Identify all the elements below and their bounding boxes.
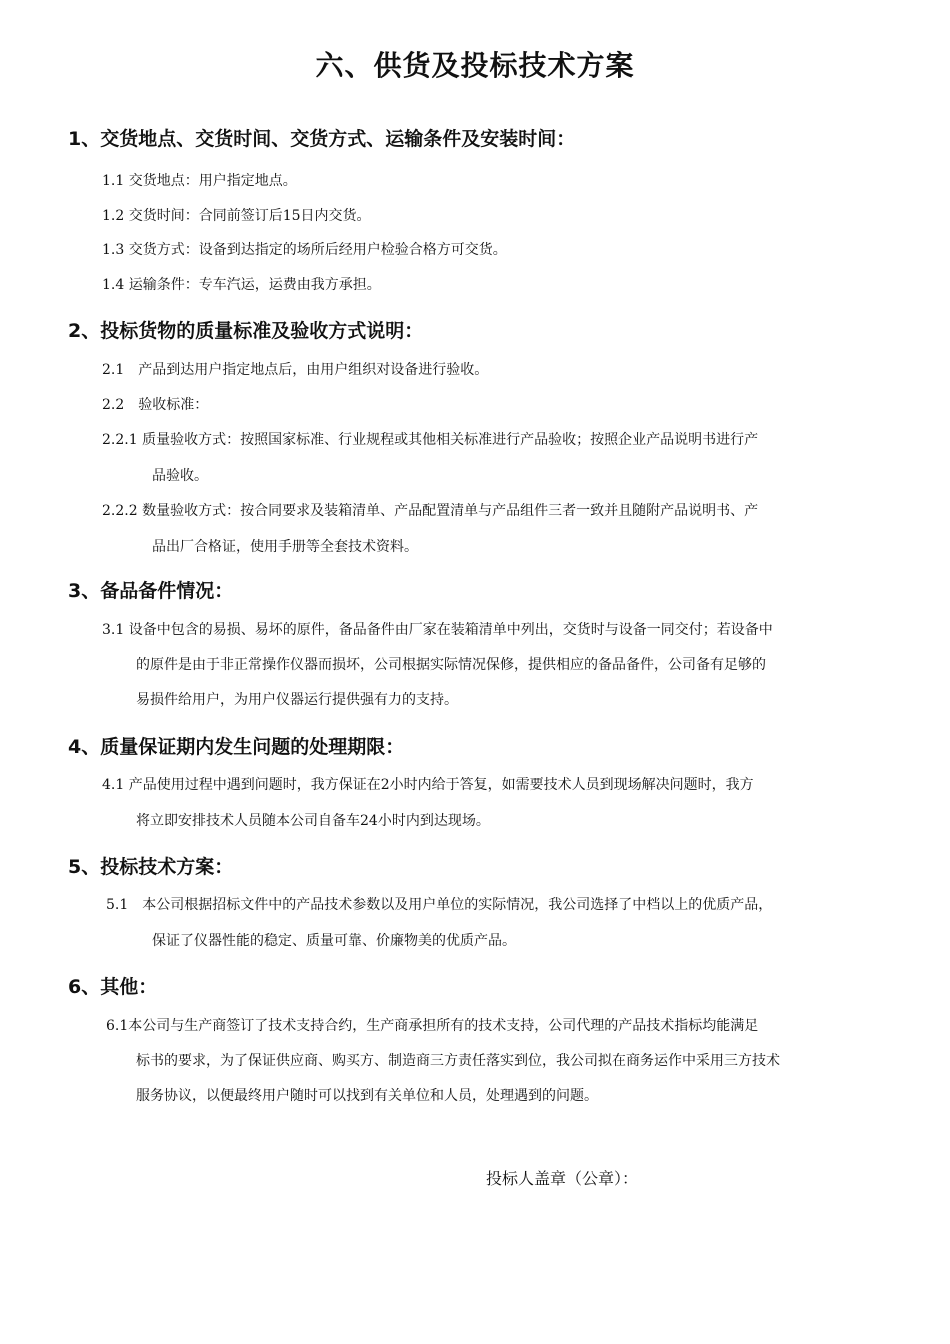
signature-line: 投标人盖章（公章）： <box>486 1169 639 1188</box>
paragraph: 1.2 交货时间：合同前签订后15日内交货。 <box>102 208 371 224</box>
paragraph-line: 6.1本公司与生产商签订了技术支持合约，生产商承担所有的技术支持，公司代理的产品技术指标均能满足 <box>106 1018 759 1034</box>
paragraph-line: 4.1 产品使用过程中遇到问题时，我方保证在2小时内给于答复，如需要技术人员到现场解决问题时，我方 <box>102 777 754 793</box>
paragraph-line: 2.2.2 数量验收方式：按合同要求及装箱清单、产品配置清单与产品组件三者一致并且随附产品说明书、产 <box>102 503 759 519</box>
paragraph: 1.4 运输条件：专车汽运，运费由我方承担。 <box>102 277 381 293</box>
paragraph-line: 服务协议，以便最终用户随时可以找到有关单位和人员，处理遇到的问题。 <box>136 1088 598 1104</box>
paragraph: 1.3 交货方式：设备到达指定的场所后经用户检验合格方可交货。 <box>102 242 507 258</box>
paragraph-line: 将立即安排技术人员随本公司自备车24小时内到达现场。 <box>136 813 490 829</box>
paragraph: 2.2 验收标准： <box>102 397 209 413</box>
section-heading: 2、投标货物的质量标准及验收方式说明： <box>68 320 424 342</box>
section-heading: 6、其他： <box>68 976 158 998</box>
paragraph-line: 的原件是由于非正常操作仪器而损坏，公司根据实际情况保修，提供相应的备品备件，公司备有足够的 <box>136 657 766 673</box>
paragraph: 2.1 产品到达用户指定地点后，由用户组织对设备进行验收。 <box>102 362 489 378</box>
paragraph-line: 标书的要求，为了保证供应商、购买方、制造商三方责任落实到位，我公司拟在商务运作中采用三方技术 <box>136 1053 780 1069</box>
page-title: 六、供货及投标技术方案 <box>315 49 635 82</box>
paragraph-line: 2.2.1 质量验收方式：按照国家标准、行业规程或其他相关标准进行产品验收；按照企业产品说明书进行产 <box>102 432 759 448</box>
paragraph-line: 品出厂合格证，使用手册等全套技术资料。 <box>152 539 418 555</box>
paragraph-line: 3.1 设备中包含的易损、易坏的原件，备品备件由厂家在装箱清单中列出，交货时与设备一同交付；若设备中 <box>102 622 773 638</box>
section-heading: 4、质量保证期内发生问题的处理期限： <box>68 736 405 758</box>
paragraph-line: 保证了仪器性能的稳定、质量可靠、价廉物美的优质产品。 <box>152 933 516 949</box>
section-heading: 1、交货地点、交货时间、交货方式、运输条件及安装时间： <box>68 128 576 150</box>
section-heading: 3、备品备件情况： <box>68 580 234 602</box>
paragraph-line: 5.1 本公司根据招标文件中的产品技术参数以及用户单位的实际情况，我公司选择了中档以上的优质产品， <box>106 897 773 913</box>
paragraph-line: 品验收。 <box>152 468 208 484</box>
section-heading: 5、投标技术方案： <box>68 856 234 878</box>
paragraph-line: 易损件给用户，为用户仪器运行提供强有力的支持。 <box>136 692 458 708</box>
paragraph: 1.1 交货地点：用户指定地点。 <box>102 173 297 189</box>
